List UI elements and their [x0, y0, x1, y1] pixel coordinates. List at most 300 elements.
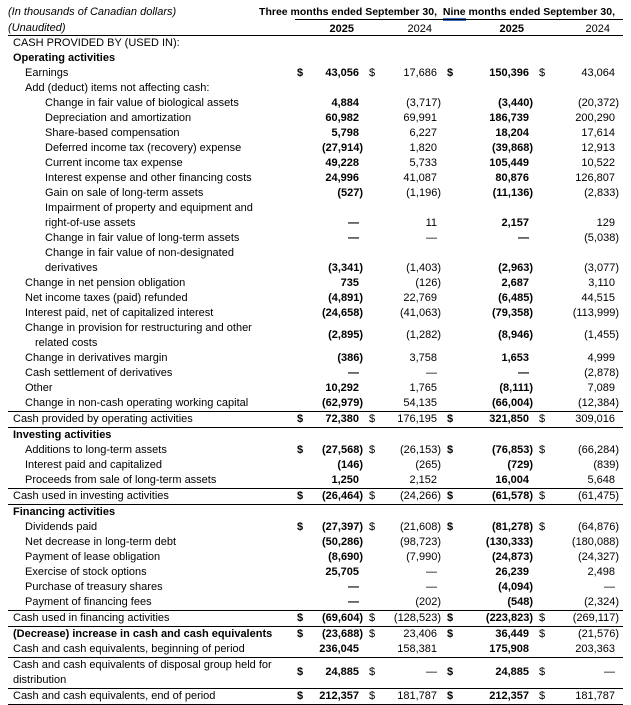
value-cell [537, 306, 623, 321]
amount: 175,908 [489, 642, 529, 655]
table-row [8, 246, 623, 276]
amount: (11,136) [492, 186, 533, 199]
table-row [8, 565, 623, 580]
amount: (113,999) [572, 306, 619, 319]
col-group-three-months-label: Three months ended September 30, [259, 5, 437, 18]
amount: (1,196) [406, 186, 441, 199]
amount: (1,455) [584, 329, 619, 341]
value-cell [295, 473, 367, 489]
amount: (6,485) [498, 291, 533, 304]
value-cell [445, 427, 537, 443]
amount: — [426, 231, 437, 244]
amount: 181,787 [397, 689, 437, 702]
value-cell [295, 201, 367, 231]
value-cell [367, 458, 445, 473]
amount: 309,016 [575, 412, 615, 425]
value-cell [367, 291, 445, 306]
row-label-line: Financing activities [13, 505, 116, 518]
value-cell [445, 473, 537, 489]
row-label-line: Earnings [25, 66, 69, 79]
currency-symbol: $ [297, 627, 304, 640]
amount: 12,913 [581, 141, 615, 154]
row-label [8, 688, 295, 704]
amount: 321,850 [489, 412, 529, 425]
row-label-line: Share-based compensation [45, 126, 180, 139]
table-row [8, 443, 623, 458]
amount: (79,358) [492, 306, 533, 319]
value-cell [367, 35, 445, 51]
table-row [8, 535, 623, 550]
row-label-line: Change in fair value of long-term assets [45, 231, 240, 244]
table-row [8, 488, 623, 504]
value-cell [537, 610, 623, 626]
table-row [8, 396, 623, 412]
table-row [8, 657, 623, 688]
amount: 181,787 [575, 689, 615, 702]
value-cell [445, 81, 537, 96]
amount: 11 [425, 216, 437, 229]
row-label-line: Change in non-cash operating working capital [25, 396, 249, 409]
currency-symbol: $ [447, 666, 454, 678]
table-row [8, 458, 623, 473]
amount: (1,282) [406, 329, 441, 341]
value-cell [537, 504, 623, 520]
amount: 186,739 [489, 111, 529, 124]
value-cell [367, 396, 445, 412]
row-label [8, 473, 295, 489]
value-cell [445, 276, 537, 291]
row-label [8, 306, 295, 321]
value-cell [367, 126, 445, 141]
currency-symbol: $ [539, 689, 546, 702]
table-row [8, 231, 623, 246]
units-note: (In thousands of Canadian dollars) [8, 6, 177, 18]
value-cell [295, 366, 367, 381]
table-row [8, 580, 623, 595]
table-row [8, 291, 623, 306]
table-row [8, 66, 623, 81]
value-cell [367, 520, 445, 535]
value-cell [295, 520, 367, 535]
row-label [8, 35, 295, 51]
value-cell [295, 186, 367, 201]
currency-symbol: $ [539, 66, 546, 79]
table-row [8, 642, 623, 658]
value-cell [445, 156, 537, 171]
value-cell [537, 156, 623, 171]
row-label [8, 351, 295, 366]
amount: 43,064 [581, 66, 615, 79]
currency-symbol: $ [539, 489, 546, 502]
row-label-line: Purchase of treasury shares [25, 580, 163, 593]
value-cell [445, 642, 537, 658]
amount: (24,266) [400, 489, 441, 502]
amount: (1,403) [406, 261, 441, 274]
value-cell [537, 473, 623, 489]
value-cell [537, 126, 623, 141]
value-cell [445, 186, 537, 201]
amount: 212,357 [319, 689, 359, 702]
amount: (81,278) [492, 520, 533, 533]
value-cell [295, 411, 367, 427]
amount: 23,406 [403, 627, 437, 640]
table-row [8, 366, 623, 381]
row-label [8, 171, 295, 186]
value-cell [295, 595, 367, 611]
value-cell [295, 396, 367, 412]
row-label [8, 411, 295, 427]
row-label [8, 520, 295, 535]
currency-symbol: $ [539, 412, 546, 425]
table-row [8, 520, 623, 535]
unaudited-note: (Unaudited) [8, 19, 295, 35]
row-label [8, 201, 295, 231]
value-cell [445, 626, 537, 642]
amount: (126) [415, 276, 441, 289]
value-cell [295, 81, 367, 96]
row-label-line: Current income tax expense [45, 156, 183, 169]
amount: (3,717) [406, 96, 441, 109]
value-cell [445, 488, 537, 504]
row-label [8, 366, 295, 381]
currency-symbol: $ [369, 66, 376, 79]
amount: — [348, 595, 359, 608]
value-cell [537, 351, 623, 366]
amount: — [348, 216, 359, 229]
currency-symbol: $ [447, 489, 454, 502]
amount: 126,807 [575, 171, 615, 184]
amount: 24,996 [325, 171, 359, 184]
year-header-2025-ytd: 2025 [445, 19, 537, 35]
table-row [8, 381, 623, 396]
value-cell [295, 610, 367, 626]
currency-symbol: $ [539, 666, 546, 678]
value-cell [367, 276, 445, 291]
value-cell [445, 111, 537, 126]
value-cell [445, 231, 537, 246]
amount: (2,324) [584, 595, 619, 608]
value-cell [367, 550, 445, 565]
value-cell [367, 626, 445, 642]
nine-months-label-rest: months ended September 30, [465, 5, 615, 18]
currency-symbol: $ [369, 689, 376, 702]
value-cell [537, 231, 623, 246]
year-header-2024-q: 2024 [367, 19, 445, 35]
row-label-line: Investing activities [13, 428, 112, 441]
amount: (24,658) [322, 306, 363, 319]
currency-symbol: $ [369, 412, 376, 425]
row-label [8, 610, 295, 626]
currency-symbol: $ [297, 489, 304, 502]
value-cell [295, 171, 367, 186]
value-cell [295, 156, 367, 171]
table-row [8, 201, 623, 231]
amount: (12,384) [578, 396, 619, 409]
amount: 17,614 [581, 126, 615, 139]
value-cell [537, 366, 623, 381]
currency-symbol: $ [369, 627, 376, 640]
value-cell [295, 458, 367, 473]
value-cell [367, 580, 445, 595]
amount: (2,878) [584, 366, 619, 379]
table-row [8, 156, 623, 171]
amount: (202) [415, 595, 441, 608]
currency-symbol: $ [369, 666, 376, 678]
amount: (62,979) [322, 396, 363, 409]
value-cell [295, 66, 367, 81]
amount: 54,135 [403, 396, 437, 409]
value-cell [295, 580, 367, 595]
value-cell [367, 381, 445, 396]
amount: (4,891) [328, 291, 363, 304]
row-label [8, 488, 295, 504]
row-label-line: Depreciation and amortization [45, 111, 192, 124]
value-cell [537, 276, 623, 291]
row-label-line: Cash used in investing activities [13, 489, 169, 502]
amount: 3,758 [409, 351, 437, 364]
amount: (41,063) [400, 306, 441, 319]
value-cell [367, 504, 445, 520]
table-row [8, 595, 623, 611]
amount: (8,690) [328, 550, 363, 563]
amount: (2,963) [498, 261, 533, 274]
value-cell [537, 657, 623, 688]
amount: (3,077) [584, 261, 619, 274]
value-cell [367, 366, 445, 381]
row-label [8, 156, 295, 171]
amount: 72,380 [325, 412, 359, 425]
row-label-line: Operating activities [13, 51, 116, 64]
amount: (27,568) [322, 443, 363, 456]
currency-symbol: $ [539, 520, 546, 533]
currency-symbol: $ [369, 443, 376, 456]
value-cell [367, 81, 445, 96]
value-cell [367, 201, 445, 231]
table-row [8, 427, 623, 443]
value-cell [367, 351, 445, 366]
value-cell [537, 443, 623, 458]
amount: 7,089 [587, 381, 615, 394]
currency-symbol: $ [369, 489, 376, 502]
row-label-line: Cash and cash equivalents of disposal group held for [13, 658, 272, 671]
currency-symbol: $ [297, 412, 304, 425]
currency-symbol: $ [297, 611, 304, 624]
amount: (4,094) [498, 580, 533, 593]
value-cell [367, 411, 445, 427]
header-row-periods [8, 2, 623, 19]
table-row [8, 51, 623, 66]
currency-symbol: $ [297, 520, 304, 533]
value-cell [537, 381, 623, 396]
amount: 1,250 [331, 473, 359, 486]
table-row [8, 626, 623, 642]
currency-symbol: $ [447, 412, 454, 425]
value-cell [367, 186, 445, 201]
row-label [8, 642, 295, 658]
value-cell [295, 291, 367, 306]
value-cell [367, 657, 445, 688]
amount: 200,290 [575, 111, 615, 124]
row-label [8, 126, 295, 141]
amount: (180,088) [571, 535, 619, 548]
amount: 44,515 [581, 291, 615, 304]
table-row [8, 306, 623, 321]
value-cell [537, 201, 623, 231]
value-cell [295, 550, 367, 565]
value-cell [445, 246, 537, 276]
value-cell [537, 66, 623, 81]
row-label-line: Change in net pension obligation [25, 276, 186, 289]
value-cell [367, 171, 445, 186]
value-cell [367, 96, 445, 111]
amount: 158,381 [397, 642, 437, 655]
value-cell [295, 381, 367, 396]
amount: (8,111) [499, 381, 533, 394]
row-label [8, 381, 295, 396]
table-row [8, 276, 623, 291]
amount: — [604, 580, 615, 593]
amount: 5,648 [587, 473, 615, 486]
amount: — [426, 565, 437, 578]
cash-flow-table [8, 2, 623, 705]
amount: (66,284) [578, 443, 619, 456]
value-cell [445, 595, 537, 611]
amount: 80,876 [495, 171, 529, 184]
amount: — [348, 580, 359, 593]
amount: 2,687 [501, 276, 529, 289]
value-cell [445, 565, 537, 580]
amount: — [518, 366, 529, 379]
row-label [8, 246, 295, 276]
value-cell [367, 565, 445, 580]
value-cell [537, 642, 623, 658]
currency-symbol: $ [297, 689, 304, 702]
row-label [8, 96, 295, 111]
amount: (7,990) [406, 550, 441, 563]
amount: (69,604) [322, 611, 363, 624]
table-row [8, 126, 623, 141]
value-cell [295, 141, 367, 156]
value-cell [537, 520, 623, 535]
row-label-line: Cash and cash equivalents, beginning of period [13, 642, 245, 655]
value-cell [295, 126, 367, 141]
value-cell [445, 580, 537, 595]
value-cell [367, 610, 445, 626]
row-label-line: Net income taxes (paid) refunded [25, 291, 188, 304]
amount: (61,578) [492, 489, 533, 502]
table-row [8, 473, 623, 489]
amount: — [426, 666, 437, 678]
value-cell [445, 291, 537, 306]
value-cell [367, 535, 445, 550]
amount: 6,227 [409, 126, 437, 139]
amount: 176,195 [397, 412, 437, 425]
row-label-line: Payment of financing fees [25, 595, 152, 608]
amount: 25,705 [325, 565, 359, 578]
amount: (729) [507, 458, 533, 471]
value-cell [367, 141, 445, 156]
value-cell [445, 141, 537, 156]
amount: — [604, 666, 615, 678]
row-label-line: Other [25, 381, 53, 394]
row-label-line: Exercise of stock options [25, 565, 147, 578]
amount: 3,110 [588, 276, 615, 289]
amount: 18,204 [495, 126, 529, 139]
row-label [8, 66, 295, 81]
table-row [8, 321, 623, 351]
value-cell [537, 565, 623, 580]
row-label-line: Additions to long-term assets [25, 443, 167, 456]
value-cell [445, 550, 537, 565]
row-label-line: Interest paid, net of capitalized interest [25, 306, 214, 319]
currency-symbol: $ [539, 443, 546, 456]
amount: 4,884 [331, 96, 359, 109]
value-cell [537, 427, 623, 443]
value-cell [295, 626, 367, 642]
table-row [8, 688, 623, 704]
amount: (2,895) [328, 329, 363, 341]
currency-symbol: $ [447, 689, 454, 702]
amount: (50,286) [322, 535, 363, 548]
value-cell [537, 186, 623, 201]
value-cell [537, 411, 623, 427]
value-cell [445, 657, 537, 688]
table-row [8, 81, 623, 96]
value-cell [445, 171, 537, 186]
amount: 4,999 [587, 351, 615, 364]
value-cell [367, 488, 445, 504]
row-label-line: Net decrease in long-term debt [25, 535, 177, 548]
value-cell [537, 688, 623, 704]
row-label [8, 186, 295, 201]
value-cell [537, 458, 623, 473]
value-cell [445, 201, 537, 231]
amount: 735 [340, 276, 359, 289]
value-cell [537, 246, 623, 276]
amount: — [518, 231, 529, 244]
row-label-line: CASH PROVIDED BY (USED IN): [13, 36, 180, 49]
row-label [8, 443, 295, 458]
value-cell [295, 642, 367, 658]
amount: 2,498 [587, 565, 615, 578]
table-row [8, 351, 623, 366]
value-cell [367, 66, 445, 81]
amount: (23,688) [322, 627, 363, 640]
value-cell [537, 595, 623, 611]
amount: 26,239 [495, 565, 529, 578]
value-cell [367, 642, 445, 658]
row-label-line: Payment of lease obligation [25, 550, 161, 563]
currency-symbol: $ [297, 66, 304, 79]
value-cell [295, 488, 367, 504]
amount: 36,449 [495, 627, 529, 640]
amount: 5,733 [409, 156, 437, 169]
row-label-line: Cash used in financing activities [13, 611, 170, 624]
amount: (26,153) [400, 443, 441, 456]
row-label-line: distribution [13, 673, 67, 686]
value-cell [537, 291, 623, 306]
amount: (3,341) [328, 261, 363, 274]
row-label [8, 291, 295, 306]
amount: 1,653 [501, 351, 529, 364]
col-group-nine-months-label [443, 6, 615, 18]
row-label [8, 550, 295, 565]
row-label-line: Interest expense and other financing costs [45, 171, 252, 184]
amount: 150,396 [489, 66, 529, 79]
value-cell [295, 276, 367, 291]
amount: (20,372) [578, 96, 619, 109]
value-cell [295, 96, 367, 111]
